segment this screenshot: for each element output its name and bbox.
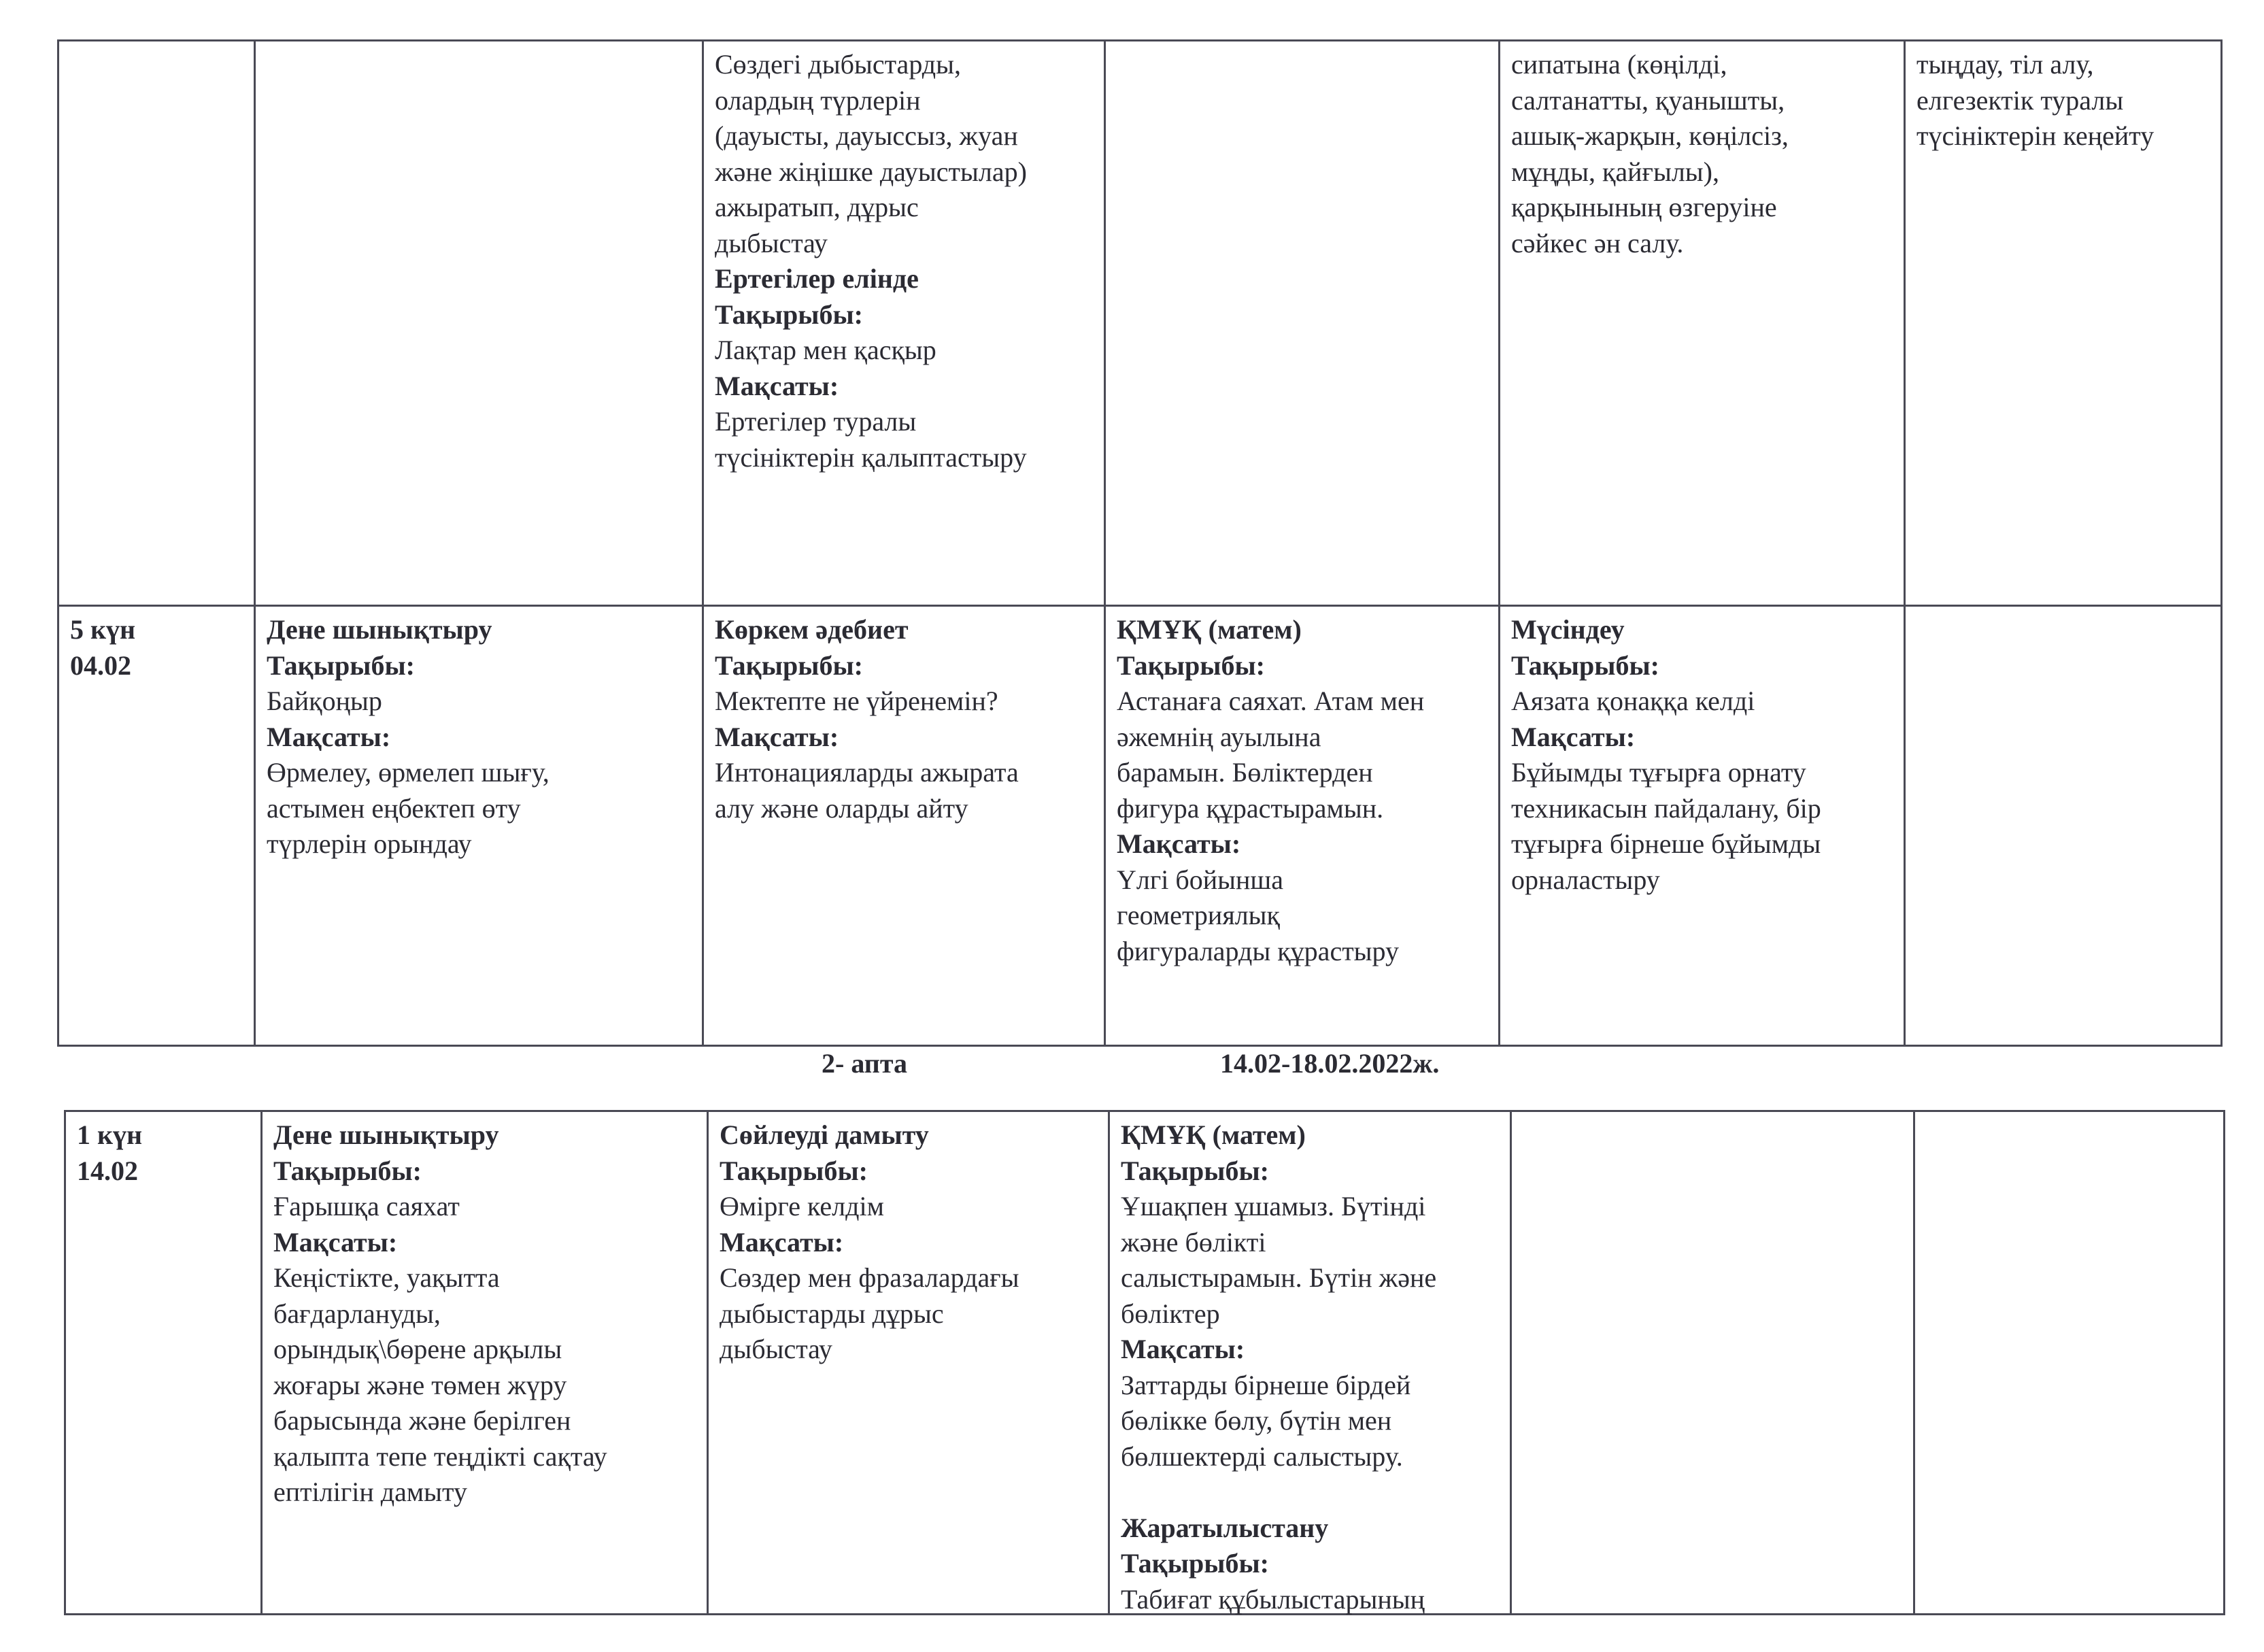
goal-label: Мақсаты:: [1121, 1334, 1245, 1364]
subject-title: Сөйлеуді дамыту: [720, 1119, 929, 1150]
column-divider: [1904, 41, 1906, 1045]
text-line: және жіңішке дауыстылар): [715, 156, 1027, 187]
subject-title: ҚМҰҚ (матем): [1117, 614, 1302, 645]
goal-text: түрлерін орындау: [267, 828, 472, 859]
text-line: мұңды, қайғылы),: [1511, 156, 1719, 187]
text-line: сәйкес ән салу.: [1511, 227, 1684, 258]
column-divider: [1510, 1112, 1512, 1613]
goal-text: геометриялық: [1117, 900, 1280, 930]
goal-label: Мақсаты:: [715, 721, 839, 752]
text-line: олардың түрлерін: [715, 84, 921, 116]
day-label: 1 күн: [77, 1119, 143, 1150]
activity-cell: [263, 1112, 707, 1511]
topic-label: Тақырыбы:: [720, 1155, 868, 1186]
column-divider: [1913, 1112, 1915, 1613]
topic-text: Ғарышқа саяхат: [273, 1191, 460, 1221]
goal-label: Мақсаты:: [715, 370, 839, 401]
cell-continued-col6: [1906, 41, 2223, 154]
week-date-range: 14.02-18.02.2022ж.: [1220, 1048, 1440, 1079]
schedule-table-week2: [64, 1110, 2225, 1615]
topic-label: Тақырыбы:: [1511, 650, 1659, 681]
blank-line: [1121, 1474, 1500, 1511]
goal-text: ептілігін дамыту: [273, 1477, 467, 1507]
text-line: сипатына (көңілді,: [1511, 49, 1727, 80]
subject-title: Көркем әдебиет: [715, 614, 909, 645]
topic-text: Мектепте не үйренемін?: [715, 686, 998, 716]
topic-text: фигура құрастырамын.: [1117, 792, 1384, 824]
goal-text: Өрмелеу, өрмелеп шығу,: [267, 757, 550, 788]
subject-title: ҚМҰҚ (матем): [1121, 1119, 1306, 1150]
subject-title: Дене шынықтыру: [267, 614, 492, 645]
goal-label: Мақсаты:: [267, 721, 391, 752]
goal-text: Үлгі бойынша: [1117, 864, 1283, 895]
column-divider: [254, 41, 256, 1045]
topic-label: Тақырыбы:: [1121, 1548, 1269, 1579]
day-cell: [66, 1112, 260, 1189]
goal-text: Интонацияларды ажырата: [715, 757, 1019, 788]
schedule-table-week1: [57, 39, 2223, 1047]
goal-text: астымен еңбектеп өту: [267, 792, 521, 824]
goal-text: бөлікке бөлу, бүтін мен: [1121, 1405, 1392, 1436]
topic-text: Астанаға саяхат. Атам мен: [1117, 686, 1425, 716]
topic-text: Аязата қонаққа келді: [1511, 686, 1755, 716]
goal-text: дыбыстарды дұрыс: [720, 1298, 944, 1329]
goal-text: түсініктерін қалыптастыру: [715, 441, 1027, 473]
topic-text: әжемнің ауылына: [1117, 721, 1321, 752]
day-label: 5 күн: [70, 614, 136, 645]
goal-label: Мақсаты:: [273, 1226, 398, 1258]
cell-continued-col3: [704, 41, 1104, 475]
topic-text: Байқоңыр: [267, 686, 382, 716]
goal-text: Сөздер мен фразалардағы: [720, 1262, 1019, 1293]
topic-label: Тақырыбы:: [273, 1155, 422, 1186]
topic-label: Тақырыбы:: [1121, 1155, 1269, 1186]
date-label: 04.02: [70, 650, 131, 681]
activity-cell: [256, 607, 702, 862]
goal-text: фигураларды құрастыру: [1117, 935, 1400, 966]
date-label: 14.02: [77, 1155, 138, 1186]
topic-text: Табиғат құбылыстарының: [1121, 1583, 1425, 1615]
subject-title: Дене шынықтыру: [273, 1119, 499, 1150]
goal-label: Мақсаты:: [720, 1226, 844, 1258]
goal-label: Мақсаты:: [1117, 828, 1241, 859]
topic-label: Тақырыбы:: [715, 299, 863, 330]
topic-text: және бөлікті: [1121, 1226, 1266, 1258]
activity-cell: [704, 607, 1104, 826]
topic-label: Тақырыбы:: [715, 650, 863, 681]
text-line: дыбыстау: [715, 227, 828, 258]
goal-text: Ертегілер туралы: [715, 406, 917, 437]
topic-text: бөліктер: [1121, 1298, 1220, 1329]
goal-text: Кеңістікте, уақытта: [273, 1262, 500, 1293]
goal-text: барысында және берілген: [273, 1405, 571, 1436]
text-line: түсініктерін кеңейту: [1916, 120, 2155, 151]
goal-text: бағдарлануды,: [273, 1298, 441, 1329]
topic-label: Тақырыбы:: [1117, 650, 1265, 681]
text-line: ажыратып, дұрыс: [715, 192, 919, 222]
text-line: Сөздегі дыбыстарды,: [715, 49, 962, 80]
goal-text: орналастыру: [1511, 864, 1660, 895]
topic-text: барамын. Бөліктерден: [1117, 757, 1373, 788]
activity-cell: [1106, 607, 1498, 969]
goal-text: орындық\бөрене арқылы: [273, 1334, 562, 1364]
cell-continued-col5: [1500, 41, 1904, 261]
text-line: ашық-жарқын, көңілсіз,: [1511, 120, 1789, 151]
subject-title: Ертегілер елінде: [715, 263, 919, 294]
activity-cell: [1110, 1112, 1510, 1617]
activity-cell: [1500, 607, 1904, 898]
goal-text: қалыпта тепе теңдікті сақтау: [273, 1440, 607, 1472]
topic-text: салыстырамын. Бүтін және: [1121, 1262, 1437, 1293]
topic-text: Лақтар мен қасқыр: [715, 335, 936, 365]
topic-text: Өмірге келдім: [720, 1191, 884, 1221]
text-line: салтанатты, қуанышты,: [1511, 84, 1785, 116]
goal-label: Мақсаты:: [1511, 721, 1636, 752]
week-number: 2- апта: [822, 1048, 907, 1079]
text-line: елгезектік туралы: [1916, 84, 2124, 116]
topic-text: Ұшақпен ұшамыз. Бүтінді: [1121, 1191, 1426, 1221]
goal-text: жоғары және төмен жүру: [273, 1369, 567, 1400]
goal-text: бөлшектерді салыстыру.: [1121, 1440, 1403, 1472]
goal-text: алу және оларды айту: [715, 792, 968, 824]
topic-label: Тақырыбы:: [267, 650, 415, 681]
goal-text: дыбыстау: [720, 1334, 832, 1364]
text-line: (дауысты, дауыссыз, жуан: [715, 120, 1018, 151]
goal-text: техникасын пайдалану, бір: [1511, 792, 1821, 824]
goal-text: Бұйымды тұғырға орнату: [1511, 757, 1806, 788]
goal-text: Заттарды бірнеше бірдей: [1121, 1369, 1411, 1400]
subject-title: Жаратылыстану: [1121, 1512, 1329, 1543]
activity-cell: [709, 1112, 1108, 1368]
day-cell: [59, 607, 254, 684]
text-line: қарқынының өзгеруіне: [1511, 192, 1777, 222]
text-line: тыңдау, тіл алу,: [1916, 49, 2094, 80]
goal-text: тұғырға бірнеше бұйымды: [1511, 828, 1821, 859]
subject-title: Мүсіндеу: [1511, 614, 1625, 645]
